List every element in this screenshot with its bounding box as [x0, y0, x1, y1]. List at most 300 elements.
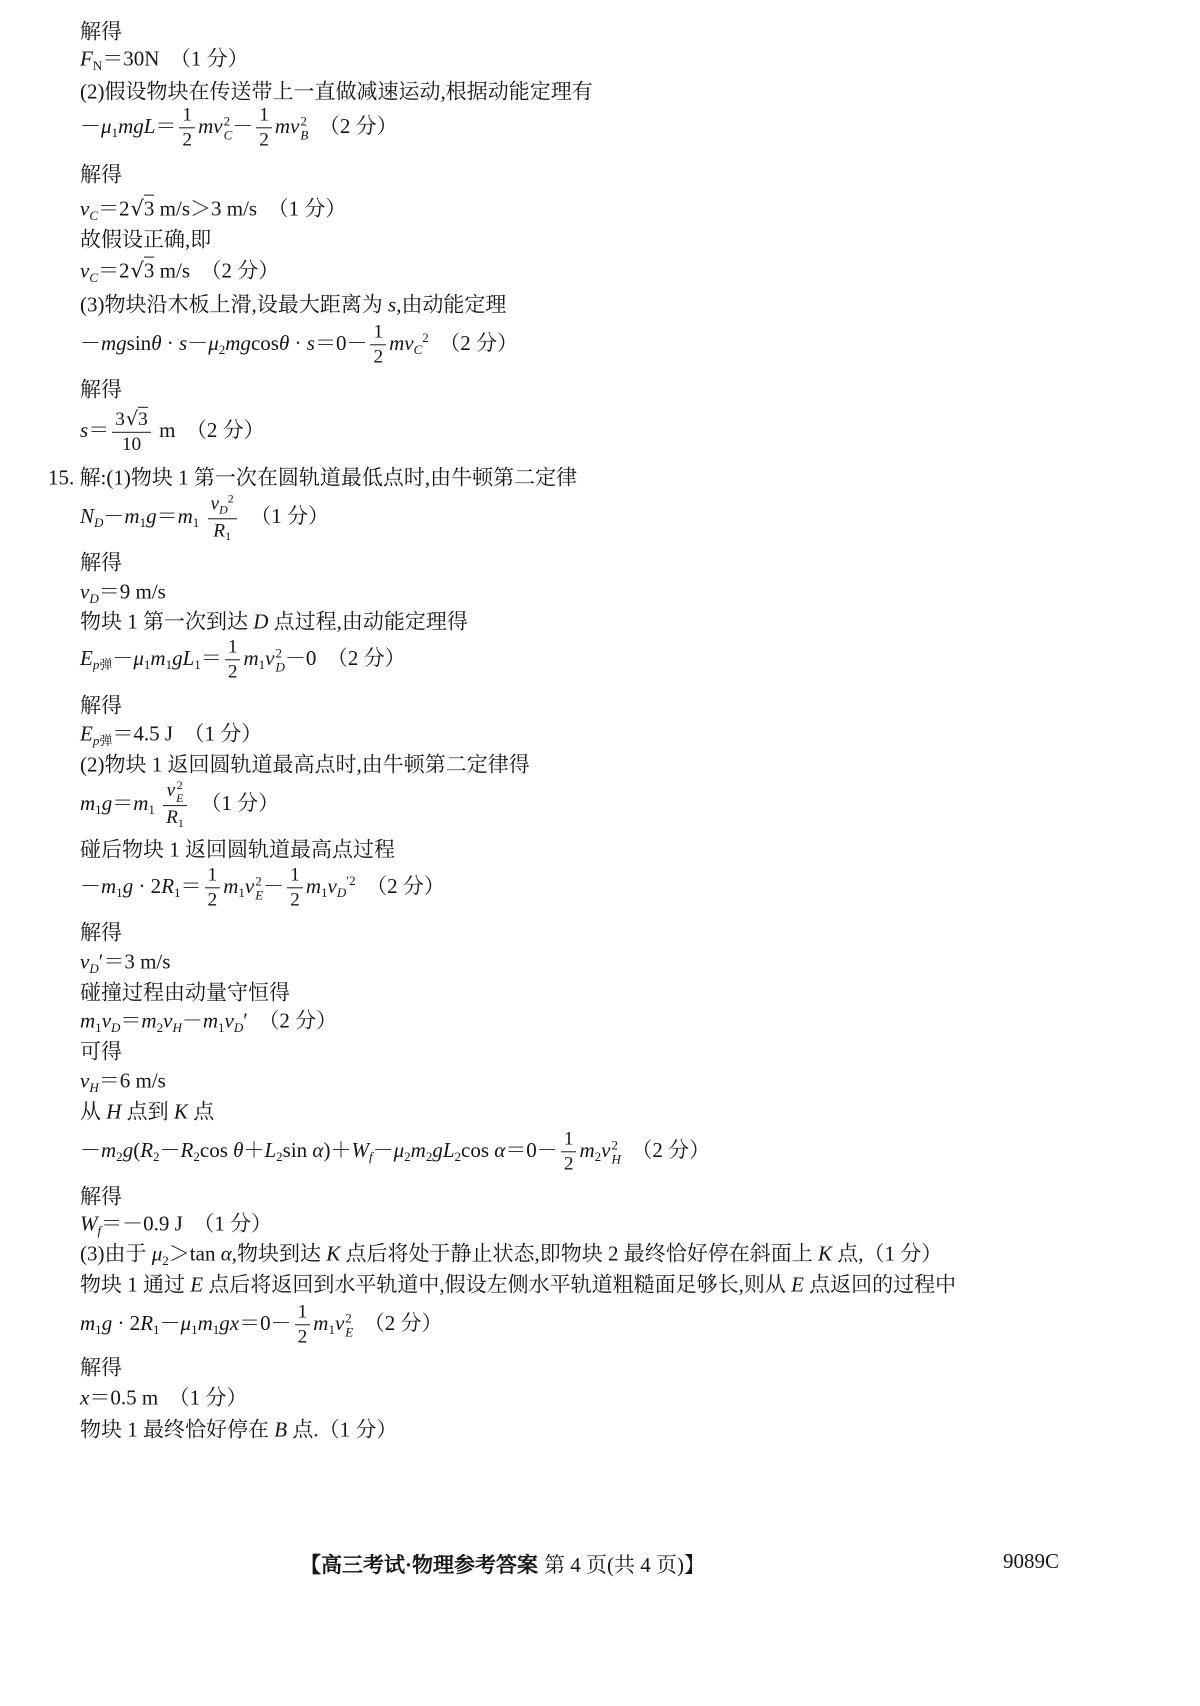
math-variable: v — [163, 1008, 173, 1033]
math-variable: R — [140, 1310, 154, 1335]
subscript: 1 — [148, 801, 155, 817]
text-run: 2 — [373, 346, 384, 368]
fraction — [205, 864, 221, 911]
text-run: 2 — [563, 1153, 574, 1175]
text-run: ＝ — [180, 873, 202, 898]
fraction-denominator — [112, 433, 151, 456]
math-variable: v — [80, 196, 90, 221]
footer-exam-title: 【高三考试·物理参考答案 — [300, 1553, 539, 1577]
fraction-numerator — [225, 636, 241, 660]
answer-line-25 — [80, 920, 122, 945]
subscript: D — [336, 884, 347, 900]
superscript: 2 — [223, 113, 231, 129]
answer-line-38 — [80, 1355, 122, 1380]
subscript: C — [413, 341, 423, 357]
subscript: D — [233, 1019, 244, 1035]
answer-line-15 — [80, 550, 122, 575]
text-run: ＝0.5 m （1 分） — [89, 1385, 248, 1410]
subscript: 1 — [177, 816, 184, 831]
answer-line-20 — [80, 722, 262, 749]
math-variable: m — [80, 1310, 96, 1335]
math-variable: m — [197, 1310, 213, 1335]
text-run: 1 — [227, 636, 238, 658]
subscript: 弹 — [99, 656, 113, 672]
text-run: (2)假设物块在传送带上一直做减速运动,根据动能定理有 — [80, 79, 593, 104]
superscript: 2 — [422, 330, 429, 346]
subscript: 2 — [454, 1148, 462, 1164]
subscript: 2 — [156, 1019, 164, 1035]
answer-line-1 — [80, 19, 122, 44]
text-run: 点后将处于静止状态,即物块 2 最终恰好停在斜面上 — [340, 1241, 819, 1266]
math-variable: α — [220, 1241, 232, 1266]
text-run: 1 — [297, 1301, 308, 1323]
text-run: ＝30N （1 分） — [102, 46, 249, 71]
text-run: m/s＞3 m/s （1 分） — [154, 196, 347, 221]
text-run: ,由动能定理 — [396, 292, 507, 317]
fraction-denominator — [163, 806, 187, 831]
text-run: 3 — [115, 408, 125, 430]
sub-superscript — [224, 114, 233, 141]
math-variable: gL — [432, 1137, 455, 1162]
text-run: （1 分） — [189, 790, 280, 815]
text-run: ＝ — [155, 113, 177, 138]
math-variable: W — [80, 1211, 98, 1236]
subscript: 1 — [258, 656, 266, 672]
math-variable: g — [122, 1137, 134, 1162]
math-variable: mv — [274, 113, 300, 138]
text-run: － — [80, 113, 101, 138]
subscript: H — [611, 1151, 621, 1166]
text-run: 1 — [259, 104, 269, 126]
math-variable: s — [179, 330, 188, 355]
text-run: cos — [461, 1137, 495, 1162]
answer-line-24 — [80, 864, 445, 911]
answer-line-21 — [80, 752, 530, 777]
math-variable: θ — [278, 330, 290, 355]
math-variable: μ — [393, 1137, 405, 1162]
math-variable: m — [101, 1137, 117, 1162]
math-variable: s — [80, 417, 89, 442]
text-run: ＝6 m/s — [98, 1068, 166, 1093]
fraction-numerator — [163, 779, 187, 806]
radical-sign: √ — [130, 196, 144, 221]
text-run: m （2 分） — [153, 417, 265, 442]
text-run: m/s （2 分） — [154, 258, 280, 283]
superscript: 2 — [227, 491, 234, 506]
subscript: D — [89, 960, 99, 976]
math-variable: μ — [208, 330, 219, 355]
sub-superscript — [275, 646, 284, 673]
subscript: 1 — [153, 1321, 160, 1337]
math-variable: mg — [225, 330, 251, 355]
text-run: － — [187, 330, 209, 355]
math-variable: μ — [101, 113, 112, 138]
text-run: (2)物块 1 返回圆轨道最高点时,由牛顿第二定律得 — [80, 752, 530, 777]
text-run: 1 — [182, 104, 193, 126]
text-run: 碰后物块 1 返回圆轨道最高点过程 — [80, 837, 395, 862]
subscript: D — [89, 590, 99, 606]
text-run: 故假设正确,即 — [80, 227, 212, 252]
subscript: 1 — [328, 1321, 335, 1337]
text-run: 点返回的过程中 — [803, 1272, 957, 1297]
math-variable: m — [305, 873, 321, 898]
answer-line-16 — [80, 580, 166, 607]
answer-line-26 — [80, 950, 170, 977]
text-run: － — [80, 873, 101, 898]
text-run: 2 — [227, 661, 238, 683]
subscript: D — [275, 659, 285, 674]
text-run: 从 — [80, 1099, 107, 1124]
fraction-numerator — [561, 1128, 577, 1152]
text-run: － — [181, 1008, 203, 1033]
text-run: － — [372, 1137, 394, 1162]
answer-line-23 — [80, 837, 395, 862]
subscript: p — [92, 732, 100, 748]
subscript: 1 — [95, 801, 102, 817]
math-variable: v — [327, 873, 337, 898]
math-variable: g — [146, 503, 157, 528]
math-variable: x — [80, 1385, 90, 1410]
math-variable: v — [601, 1137, 611, 1162]
text-run: （1 分） — [239, 503, 330, 528]
answer-line-28 — [80, 1009, 337, 1036]
math-variable: α — [312, 1137, 324, 1162]
subscript: 1 — [191, 1321, 198, 1337]
superscript: 2 — [176, 778, 183, 793]
answer-line-13 — [48, 465, 577, 490]
footer-page-number: 第 4 页(共 4 页)】 — [544, 1553, 706, 1577]
math-variable: D — [253, 609, 269, 634]
subscript: 1 — [225, 528, 232, 543]
answer-line-40 — [80, 1417, 397, 1442]
radical-sign: √ — [130, 258, 144, 283]
math-variable: m — [243, 645, 259, 670]
math-variable: g — [101, 790, 113, 815]
text-run: 点后将返回到水平轨道中,假设左侧水平轨道粗糙面足够长,则从 — [203, 1272, 792, 1297]
fraction-denominator — [370, 346, 386, 369]
answer-line-8 — [80, 259, 279, 286]
text-run: ＝0－ — [505, 1137, 558, 1162]
math-variable: N — [80, 503, 95, 528]
text-run: 解得 — [80, 19, 122, 44]
fraction-denominator — [256, 129, 272, 152]
text-run: － — [232, 113, 254, 138]
text-run: －0 （2 分） — [284, 645, 406, 670]
math-variable: v — [80, 258, 90, 283]
math-variable: m — [80, 790, 96, 815]
fraction-numerator — [287, 864, 303, 888]
math-variable: g — [101, 1310, 113, 1335]
math-variable: m — [313, 1310, 329, 1335]
text-run: 2 — [297, 1326, 308, 1348]
text-run: 点 — [187, 1099, 215, 1124]
text-run: 15. 解:(1)物块 1 第一次在圆轨道最低点时,由牛顿第二定律 — [48, 465, 578, 490]
subscript: 1 — [143, 656, 151, 672]
text-run: 物块 1 第一次到达 — [80, 609, 254, 634]
math-variable: m — [101, 873, 117, 898]
math-variable: E — [791, 1272, 804, 1297]
fraction — [208, 492, 237, 543]
text-run: ＞tan — [168, 1241, 221, 1266]
math-variable: mv — [198, 113, 223, 138]
math-variable: v — [80, 949, 90, 974]
subscript: N — [92, 57, 103, 73]
answer-line-9 — [80, 292, 506, 317]
subscript: 1 — [116, 884, 123, 900]
answer-line-4 — [80, 104, 398, 151]
answer-line-33 — [80, 1184, 122, 1209]
subscript: D — [94, 514, 104, 530]
text-run: 可得 — [80, 1039, 122, 1064]
text-run: · 2 — [112, 1310, 141, 1335]
text-run: ＝ — [156, 503, 178, 528]
subscript: 1 — [212, 1321, 220, 1337]
text-run: 解得 — [80, 162, 122, 187]
fraction — [256, 104, 272, 151]
math-variable: gx — [219, 1310, 240, 1335]
text-run: 1 — [563, 1128, 574, 1150]
text-run: ′＝3 m/s — [98, 949, 171, 974]
subscript: f — [368, 1148, 373, 1164]
math-variable: K — [326, 1241, 341, 1266]
subscript: E — [255, 887, 264, 902]
math-variable: v — [210, 493, 220, 515]
answer-line-17 — [80, 609, 468, 634]
answer-line-11 — [80, 377, 122, 402]
math-variable: g — [122, 873, 134, 898]
text-run: （2 分） — [308, 113, 398, 138]
text-run: － — [159, 1137, 181, 1162]
answer-line-18 — [80, 636, 406, 683]
subscript: 1 — [95, 1019, 102, 1035]
fraction-numerator — [208, 492, 237, 519]
text-run: 解得 — [80, 1355, 122, 1380]
text-run: 点到 — [121, 1099, 174, 1124]
text-run: － — [80, 330, 101, 355]
subscript: 1 — [238, 884, 245, 900]
answer-line-6 — [80, 197, 346, 224]
subscript: C — [89, 269, 99, 285]
superscript: 2 — [611, 1137, 618, 1153]
fraction-numerator — [205, 864, 221, 888]
fraction-numerator — [179, 104, 195, 128]
text-run: ＝ — [120, 1008, 142, 1033]
math-variable: E — [80, 645, 93, 670]
fraction-numerator — [295, 1301, 311, 1325]
math-variable: μ — [180, 1310, 192, 1335]
answer-line-29 — [80, 1039, 122, 1064]
radicand: 3 — [138, 408, 148, 430]
sub-superscript — [255, 874, 263, 901]
text-run: cos — [250, 330, 279, 355]
math-variable: R — [180, 1137, 194, 1162]
fraction-numerator — [370, 321, 386, 345]
subscript: 1 — [165, 656, 173, 672]
text-run: ＝ — [112, 790, 134, 815]
subscript: 2 — [404, 1148, 411, 1164]
text-run: ＝9 m/s — [98, 579, 166, 604]
text-run: sin — [126, 330, 152, 355]
text-run: － — [103, 503, 125, 528]
subscript: 2 — [218, 341, 226, 357]
math-variable: R — [166, 807, 178, 829]
answer-line-12 — [80, 408, 265, 456]
math-variable: s — [306, 330, 315, 355]
answer-line-31 — [80, 1099, 214, 1124]
math-variable: v — [80, 579, 90, 604]
math-variable: m — [124, 503, 140, 528]
math-variable: m — [150, 645, 166, 670]
fraction-denominator — [287, 889, 303, 912]
text-run: ′ （2 分） — [243, 1008, 338, 1033]
text-run: 1 — [207, 864, 218, 886]
answer-line-34 — [80, 1212, 272, 1239]
sub-superscript — [611, 1138, 620, 1165]
fraction — [163, 779, 187, 831]
radicand: 3 — [143, 258, 155, 283]
subscript: C — [89, 207, 99, 223]
math-variable: E — [80, 721, 93, 746]
text-run: ＝0－ — [239, 1310, 292, 1335]
math-variable: m — [80, 1008, 96, 1033]
subscript: 2 — [594, 1148, 602, 1164]
math-variable: v — [166, 780, 176, 802]
text-run: （2 分） — [355, 873, 445, 898]
math-variable: m — [141, 1008, 157, 1033]
text-run: · — [161, 330, 180, 355]
text-run: ＝0－ — [314, 330, 368, 355]
text-run: － — [263, 873, 285, 898]
math-variable: m — [177, 503, 193, 528]
subscript: 1 — [194, 656, 201, 672]
answer-line-32 — [80, 1128, 710, 1175]
text-run: 1 — [373, 321, 384, 343]
subscript: E — [176, 790, 184, 805]
subscript: 2 — [116, 1148, 123, 1164]
answer-line-5 — [80, 162, 122, 187]
math-variable: L — [264, 1137, 277, 1162]
fraction — [179, 104, 195, 151]
text-run: ＝－0.9 J （1 分） — [101, 1211, 273, 1236]
text-run: 解得 — [80, 377, 122, 402]
text-run: － — [80, 1137, 101, 1162]
text-run: 2 — [207, 889, 218, 911]
answer-line-37 — [80, 1301, 442, 1348]
answer-line-14 — [80, 492, 329, 543]
fraction-numerator — [256, 104, 272, 128]
math-variable: mg — [101, 330, 127, 355]
text-run: 解得 — [80, 550, 122, 575]
math-variable: m — [223, 873, 239, 898]
superscript: 2 — [345, 1310, 352, 1326]
text-run — [155, 791, 160, 815]
text-run: 点过程,由动能定理得 — [268, 609, 468, 634]
math-variable: H — [106, 1099, 122, 1124]
math-variable: mv — [389, 330, 414, 355]
superscript: ′2 — [346, 873, 356, 889]
fraction-denominator — [208, 519, 237, 544]
answer-line-19 — [80, 693, 122, 718]
math-variable: θ — [233, 1137, 244, 1162]
superscript: 2 — [255, 873, 262, 889]
math-variable: m — [133, 790, 149, 815]
subscript: B — [300, 127, 309, 142]
text-run: (3)由于 — [80, 1241, 152, 1266]
text-run: 物块 1 最终恰好停在 — [80, 1417, 275, 1442]
math-variable: θ — [151, 330, 162, 355]
subscript: 1 — [192, 514, 200, 530]
subscript: 2 — [162, 1252, 169, 1268]
superscript: 2 — [275, 645, 282, 661]
text-run: )＋ — [323, 1137, 352, 1162]
text-run: ＝2 — [98, 258, 130, 283]
text-run: ＝4.5 J （1 分） — [112, 721, 263, 746]
text-run: · 2 — [133, 873, 162, 898]
radicand: 3 — [143, 196, 155, 221]
math-variable: v — [265, 645, 275, 670]
text-run: 点,（1 分） — [832, 1241, 943, 1266]
page-footer — [300, 1549, 705, 1579]
answer-line-27 — [80, 980, 290, 1005]
subscript: 1 — [320, 884, 328, 900]
subscript: f — [97, 1222, 102, 1238]
math-variable: m — [579, 1137, 595, 1162]
document-code: 9089C — [1003, 1549, 1060, 1573]
text-run: 点.（1 分） — [287, 1417, 398, 1442]
subscript: D — [111, 1019, 121, 1035]
fraction — [370, 321, 386, 368]
answer-line-10 — [80, 321, 518, 368]
subscript: 1 — [139, 514, 147, 530]
text-run: － — [112, 645, 134, 670]
subscript: C — [223, 127, 233, 142]
fraction — [561, 1128, 577, 1175]
answer-line-3 — [80, 79, 593, 104]
subscript: 2 — [193, 1148, 200, 1164]
text-run: 2 — [259, 129, 269, 151]
fraction-numerator — [112, 408, 151, 433]
fraction-denominator — [225, 661, 241, 684]
answer-line-2 — [80, 47, 249, 74]
text-run: 解得 — [80, 920, 122, 945]
subscript: 弹 — [99, 732, 113, 748]
math-variable: m — [410, 1137, 426, 1162]
fraction — [112, 408, 151, 456]
math-variable: m — [202, 1008, 219, 1033]
superscript: 2 — [300, 113, 307, 129]
answer-line-22 — [80, 779, 279, 831]
text-run: 2 — [290, 889, 300, 911]
fraction — [225, 636, 241, 683]
math-variable: W — [351, 1137, 369, 1162]
math-variable: R — [140, 1137, 154, 1162]
math-variable: v — [244, 873, 255, 898]
subscript: 1 — [111, 124, 119, 140]
math-variable: v — [80, 1068, 90, 1093]
subscript: 2 — [276, 1148, 283, 1164]
fraction — [295, 1301, 311, 1348]
math-variable: F — [80, 46, 93, 71]
text-run: 10 — [121, 434, 142, 455]
math-variable: R — [213, 520, 226, 542]
text-run — [199, 504, 204, 528]
fraction-denominator — [295, 1326, 311, 1349]
text-run: ＝ — [200, 645, 222, 670]
math-variable: v — [224, 1008, 234, 1033]
math-variable: v — [334, 1310, 345, 1335]
subscript: 1 — [174, 884, 181, 900]
answer-line-39 — [80, 1385, 247, 1410]
